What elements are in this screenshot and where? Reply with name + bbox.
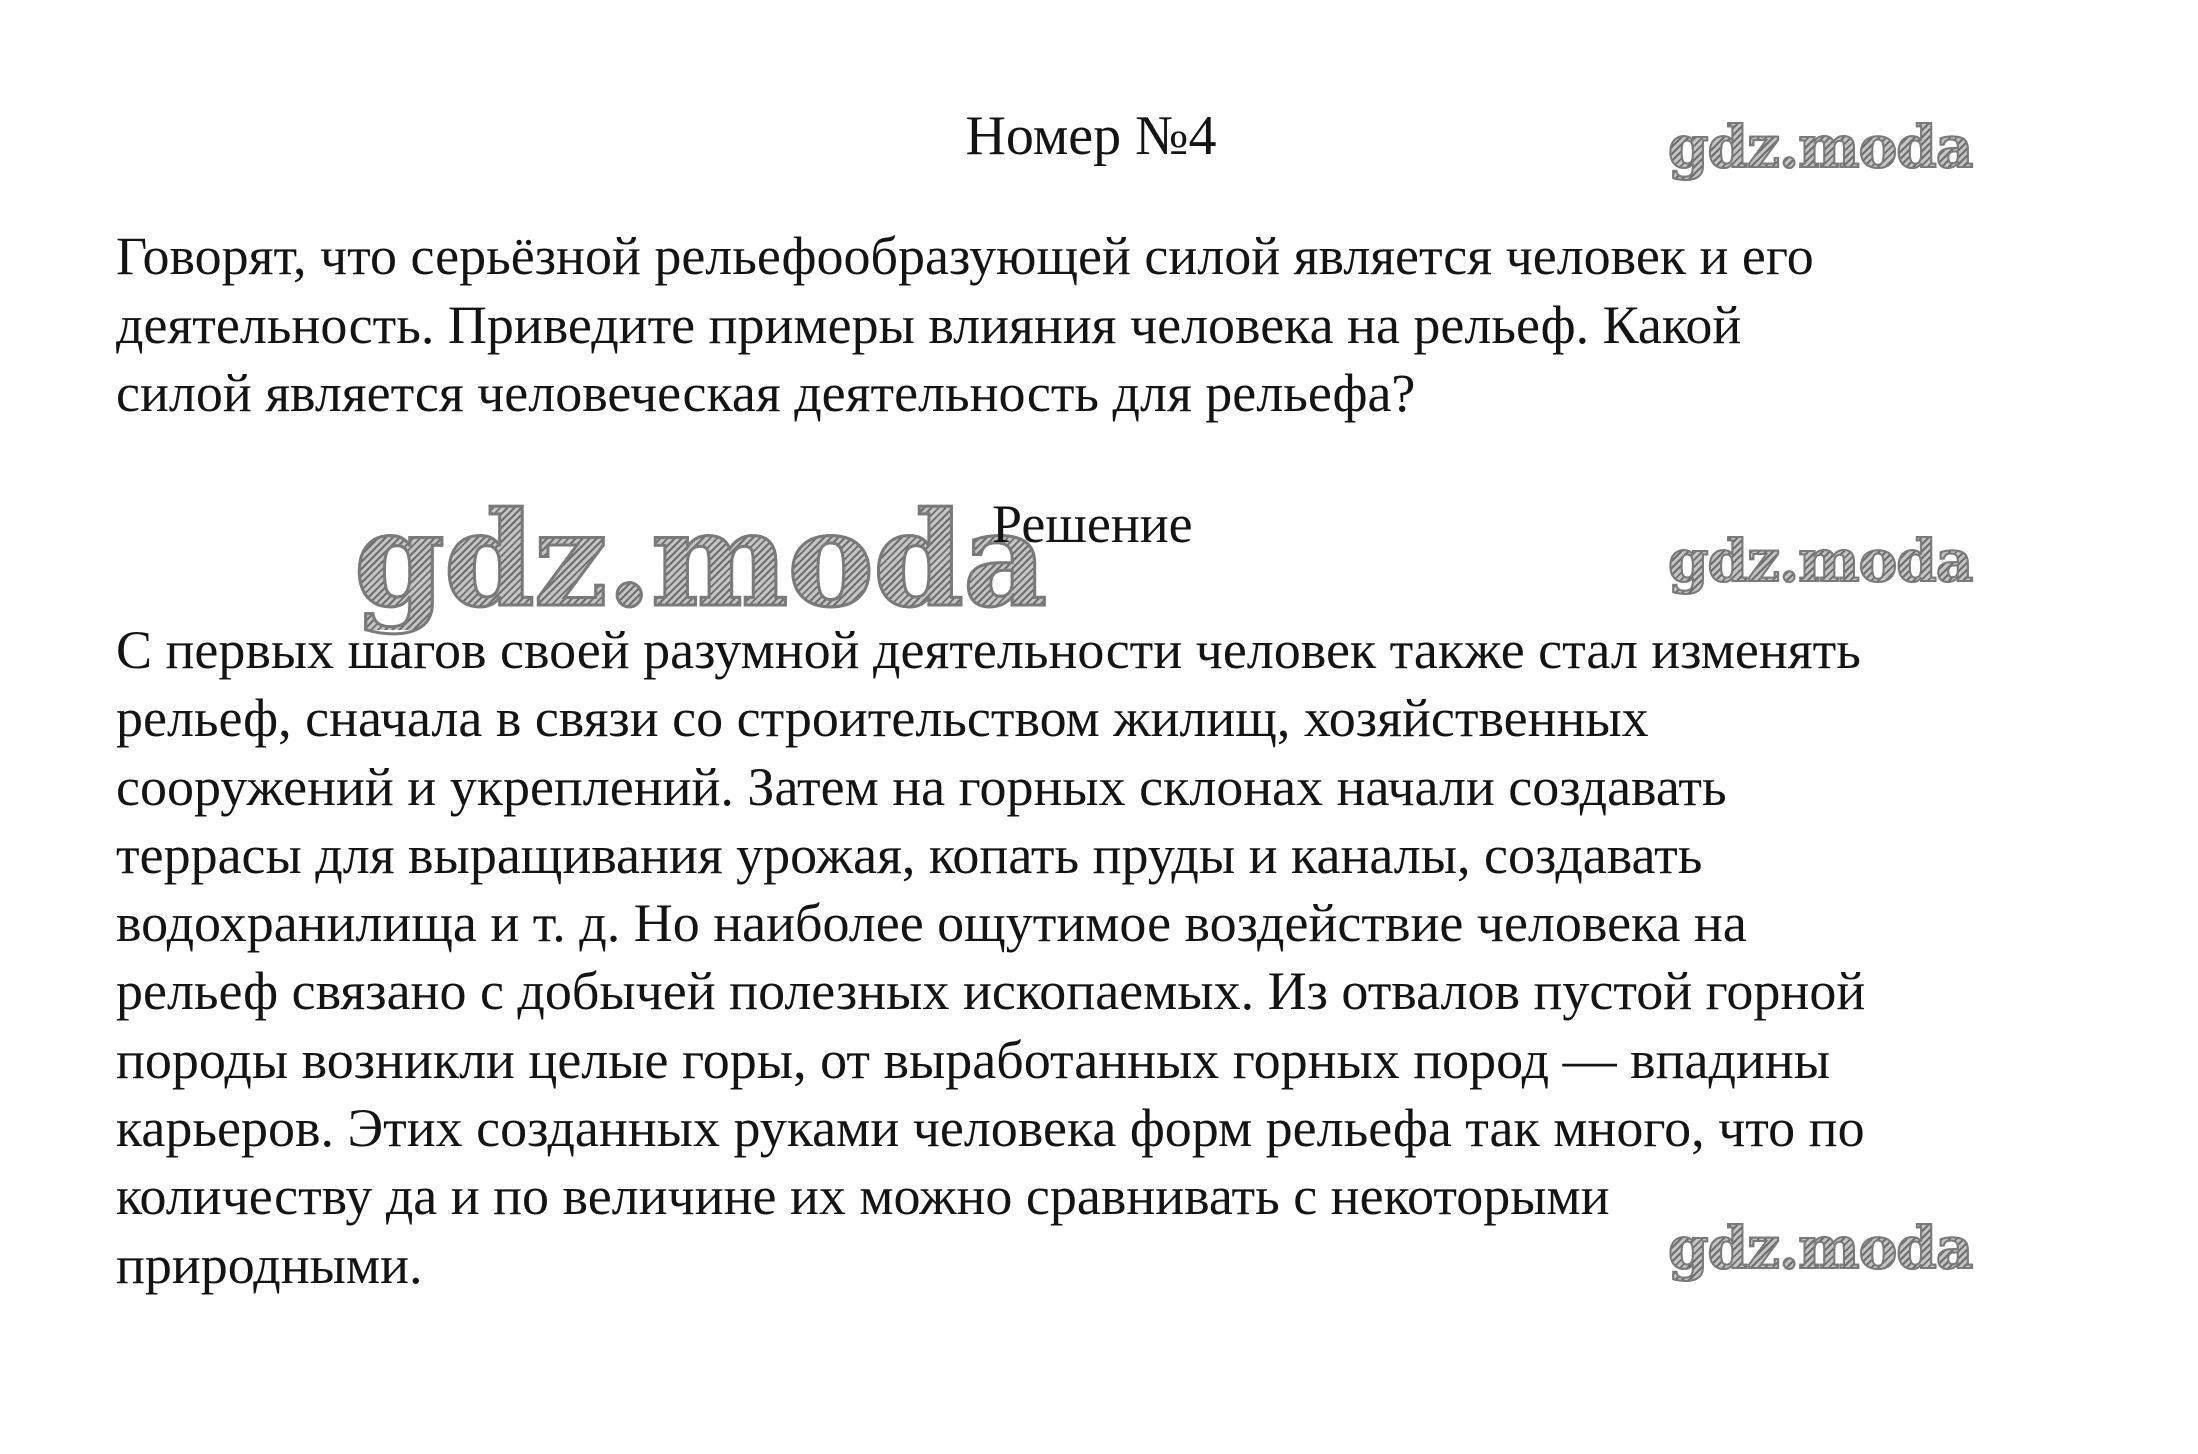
watermark-logo: gdz.moda	[1668, 113, 1973, 181]
solution-heading: Решение	[992, 494, 1193, 554]
answer-line: рельеф, сначала в связи со строительством жилищ, хозяйственных	[116, 688, 1649, 749]
question-text	[116, 222, 2096, 428]
answer-line: сооружений и укреплений. Затем на горных склонах начали создавать	[116, 756, 1727, 817]
answer-line: карьеров. Этих созданных руками человека форм рельефа так много, что по	[116, 1098, 1865, 1159]
question-line: деятельность. Приведите примеры влияния человека на рельеф. Какой	[116, 294, 1742, 355]
answer-line: количеству да и по величине их можно сравнивать с некоторыми	[116, 1166, 1610, 1227]
answer-line: террасы для выращивания урожая, копать пруды и каналы, создавать	[116, 824, 1703, 885]
answer-line: природными.	[116, 1234, 423, 1295]
watermark-logo: gdz.moda	[1668, 1214, 1973, 1282]
answer-line: водохранилища и т. д. Но наиболее ощутимое воздействие человека на	[116, 893, 1747, 954]
answer-text	[116, 616, 2116, 1299]
answer-line: породы возникли целые горы, от выработанных горных пород — впадины	[116, 1029, 1830, 1090]
question-line: Говорят, что серьёзной рельефообразующей силой является человек и его	[116, 226, 1814, 286]
watermark-logo-large: gdz.moda	[354, 483, 1047, 636]
answer-line: рельеф связано с добычей полезных ископаемых. Из отвалов пустой горной	[116, 961, 1866, 1022]
answer-line: С первых шагов своей разумной деятельности человек также стал изменять	[116, 620, 1861, 680]
page-title-text: Номер №4	[965, 105, 1217, 167]
watermark-logo: gdz.moda	[1668, 527, 1973, 595]
question-line: силой является человеческая деятельность для рельефа?	[116, 363, 1416, 423]
